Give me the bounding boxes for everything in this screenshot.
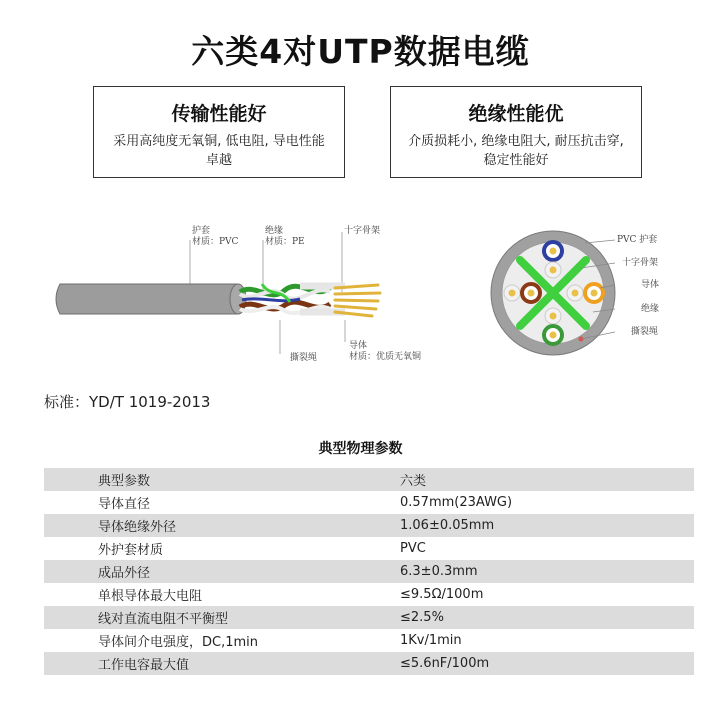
cable-diagram [0,212,721,372]
param-value: ≤2.5% [398,606,694,629]
feature-desc: 采用高纯度无氧铜, 低电阻, 导电性能卓越 [113,134,325,168]
table-row [44,537,694,560]
param-value: 0.57mm(23AWG) [400,495,513,510]
table-row [44,514,694,537]
standard-text: 标准：YD/T 1019-2013 [44,393,211,411]
param-name: 导体间介电强度，DC,1min [98,635,259,650]
param-name: 导体绝缘外径 [44,514,398,537]
table-row [44,652,694,675]
feature-title: 传输性能好 [171,103,267,125]
label-ripcord-2: 撕裂绳 [631,327,659,337]
param-value: 六类 [398,468,694,491]
table-row [44,583,694,606]
feature-box-transmission [93,86,345,178]
label-conductor-2: 导体 [641,280,660,290]
table-row [44,629,694,652]
label-conductor: 导体 材质：优质无氧铜 [349,341,422,362]
table-row [44,560,694,583]
label-pvc-jacket: PVC 护套 [617,235,658,245]
label-cross-spline: 十字骨架 [344,226,381,236]
table-row [44,468,694,491]
param-value: 6.3±0.3mm [398,560,694,583]
params-table [44,468,694,675]
feature-desc: 介质损耗小, 绝缘电阻大, 耐压抗击穿, 稳定性能好 [408,134,624,168]
param-value: 1.06±0.05mm [398,514,694,537]
param-name: 外护套材质 [98,543,164,558]
param-value: PVC [400,541,426,556]
label-ripcord: 撕裂绳 [290,353,318,363]
page-title: 六类4对UTP数据电缆 [191,32,530,71]
feature-title: 绝缘性能优 [468,103,564,125]
table-row [44,491,694,514]
feature-box-insulation [390,86,642,178]
param-name: 工作电容最大值 [44,652,398,675]
label-insulation: 绝缘 材质：PE [265,226,305,247]
label-insulation-2: 绝缘 [641,304,660,314]
param-value: ≤5.6nF/100m [398,652,694,675]
param-name: 单根导体最大电阻 [98,589,203,604]
label-jacket: 护套 材质：PVC [192,226,239,247]
param-value: 1Kv/1min [400,633,462,648]
param-name: 成品外径 [44,560,398,583]
param-value: ≤9.5Ω/100m [400,587,484,602]
table-title: 典型物理参数 [318,441,403,457]
param-name: 导体直径 [98,497,151,512]
param-name: 典型参数 [44,468,398,491]
label-cross-spline-2: 十字骨架 [622,258,659,268]
table-row [44,606,694,629]
param-name: 线对直流电阻不平衡型 [44,606,398,629]
